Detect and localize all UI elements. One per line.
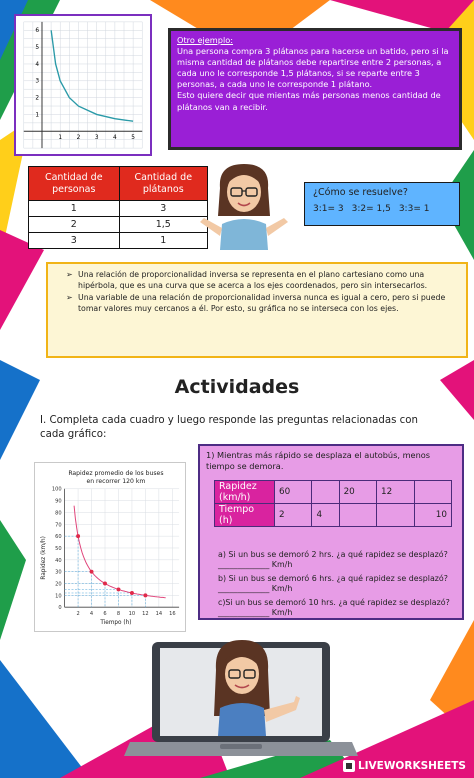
teacher-avatar	[198, 158, 290, 250]
y-tick-label: 100	[51, 486, 62, 493]
data-point	[143, 593, 147, 597]
x-tick-label: 10	[128, 611, 136, 618]
x-tick-label: 6	[103, 611, 107, 618]
table-header: Cantidad de personas	[29, 167, 120, 201]
time-cell-blank[interactable]	[377, 504, 414, 527]
laptop-illustration	[124, 630, 358, 766]
y-tick-label: 50	[55, 545, 62, 552]
time-cell: 10	[414, 504, 452, 527]
list-item	[66, 293, 458, 314]
chart-title-line-1: Rapidez promedio de los buses	[68, 469, 164, 477]
example-box	[168, 28, 462, 150]
data-point	[76, 534, 80, 538]
hyperbola-curve	[74, 506, 166, 598]
x-tick-label: 4	[113, 135, 117, 142]
question-box	[198, 444, 464, 620]
table-row	[29, 233, 208, 249]
speed-cell: 20	[339, 481, 376, 504]
time-cell-blank[interactable]	[339, 504, 376, 527]
list-item	[66, 270, 458, 291]
table-row	[215, 481, 452, 504]
speed-cell: 60	[275, 481, 312, 504]
how-to-answer: 3:3= 1	[398, 204, 430, 214]
x-tick-label: 8	[116, 611, 121, 618]
question-c: c)Si un bus se demoró 10 hrs. ¿a qué rapidez se desplazó?_____________ Km/h	[218, 597, 450, 618]
speed-cell: 12	[377, 481, 414, 504]
liveworksheets-logo-icon	[343, 760, 355, 772]
how-to-answer: 3:2= 1,5	[351, 204, 391, 214]
y-tick-label: 3	[35, 78, 40, 85]
question-heading: 1) Mientras más rápido se desplaza el autobús, menos tiempo se demora.	[206, 450, 431, 471]
activities-intro: I. Completa cada cuadro y luego responde las preguntas relacionadas con cada gráfico:	[40, 415, 418, 440]
x-tick-label: 2	[76, 611, 80, 618]
question-a: a) Si un bus se demoró 2 hrs. ¿a qué rapidez se desplazó?_____________ Km/h	[218, 550, 448, 570]
hyperbola-curve	[51, 30, 133, 121]
arrow-bullet-icon: ➢	[66, 293, 73, 303]
y-tick-label: 20	[55, 581, 62, 588]
x-tick-label: 4	[89, 611, 94, 618]
data-point	[90, 570, 94, 574]
question-b: b) Si un bus se demoró 6 hrs. ¿a qué rapidez se desplazó?_____________ Km/h	[218, 573, 448, 594]
activities-title: Actividades	[174, 376, 300, 398]
y-tick-label: 0	[58, 605, 62, 612]
table-row	[29, 201, 208, 217]
how-to-solve-box	[304, 182, 460, 226]
bus-table	[214, 480, 452, 527]
info-point-2: Una variable de una relación de proporcionalidad inversa nunca es igual a cero, pero si puede tomar valores muy cercanos a él. Por esto, su gráfica no se interseca con los ejes.	[78, 293, 446, 313]
y-tick-label: 1	[35, 112, 40, 119]
table-cell: 1	[29, 201, 120, 217]
x-tick-label: 14	[155, 611, 163, 618]
speed-cell-blank[interactable]	[312, 481, 339, 504]
bus-speed-chart-svg	[35, 463, 185, 631]
info-point-1: Una relación de proporcionalidad inversa se representa en el plano cartesiano como una hipérbola, que es una curva que se acerca a los ejes coordenados, pero sin intersecarlos.	[78, 270, 428, 290]
example-text-2: Esto quiere decir que mientas más personas menos cantidad de plátanos van a recibir.	[177, 90, 441, 112]
y-tick-label: 60	[55, 534, 62, 541]
x-tick-label: 5	[131, 135, 135, 142]
y-tick-label: 2	[35, 95, 40, 102]
table-cell: 2	[29, 217, 120, 233]
table-cell: 1,5	[119, 217, 207, 233]
table-row	[215, 504, 452, 527]
y-tick-label: 40	[55, 557, 62, 564]
y-tick-label: 70	[55, 522, 62, 529]
y-tick-label: 10	[55, 593, 62, 600]
table-cell: 3	[29, 233, 120, 249]
question-list	[218, 550, 458, 621]
table-cell: 3	[119, 201, 207, 217]
data-point	[117, 587, 121, 591]
y-tick-label: 30	[55, 569, 62, 576]
hyperbola-graph	[14, 14, 152, 156]
bus-speed-chart	[34, 462, 186, 632]
info-box	[46, 262, 468, 358]
y-tick-label: 5	[35, 45, 40, 52]
liveworksheets-logo	[343, 760, 466, 772]
row-header-speed: Rapidez (km/h)	[215, 481, 275, 504]
x-tick-label: 1	[58, 135, 63, 142]
how-to-answer: 3:1= 3	[313, 204, 344, 214]
data-point	[103, 582, 107, 586]
x-tick-label: 2	[76, 135, 81, 142]
table-header: Cantidad de plátanos	[119, 167, 207, 201]
y-tick-label: 80	[55, 510, 62, 517]
hyperbola-graph-svg	[16, 16, 150, 154]
arrow-bullet-icon: ➢	[66, 270, 73, 279]
chart-y-label: Rapidez (km/h)	[40, 536, 47, 580]
y-tick-label: 4	[35, 61, 40, 68]
example-title: Otro ejemplo:	[177, 35, 234, 45]
y-tick-label: 90	[55, 498, 62, 505]
time-cell: 2	[275, 504, 312, 527]
example-text-1: Una persona compra 3 plátanos para hacerse un batido, pero si la misma cantidad de plátanos debe repartirse entre 2 personas, a cada uno le corresponde 1,5 plátanos, si se reparte entre 3 personas, a cada uno le corresponde 1 plátano.	[177, 46, 449, 90]
data-point	[130, 591, 134, 595]
time-cell: 4	[312, 504, 339, 527]
x-tick-label: 12	[142, 611, 149, 618]
x-tick-label: 16	[169, 611, 176, 618]
speed-cell-blank[interactable]	[414, 481, 452, 504]
chart-title-line-2: en recorrer 120 km	[86, 477, 146, 485]
table-row	[29, 217, 208, 233]
row-header-time: Tiempo (h)	[215, 504, 275, 527]
table-cell: 1	[119, 233, 207, 249]
bananas-table	[28, 166, 208, 249]
chart-x-label: Tiempo (h)	[100, 619, 132, 626]
x-tick-label: 3	[94, 135, 99, 142]
logo-text: LIVEWORKSHEETS	[357, 760, 466, 772]
y-tick-label: 6	[35, 28, 40, 35]
how-to-question: ¿Cómo se resuelve?	[313, 187, 408, 198]
